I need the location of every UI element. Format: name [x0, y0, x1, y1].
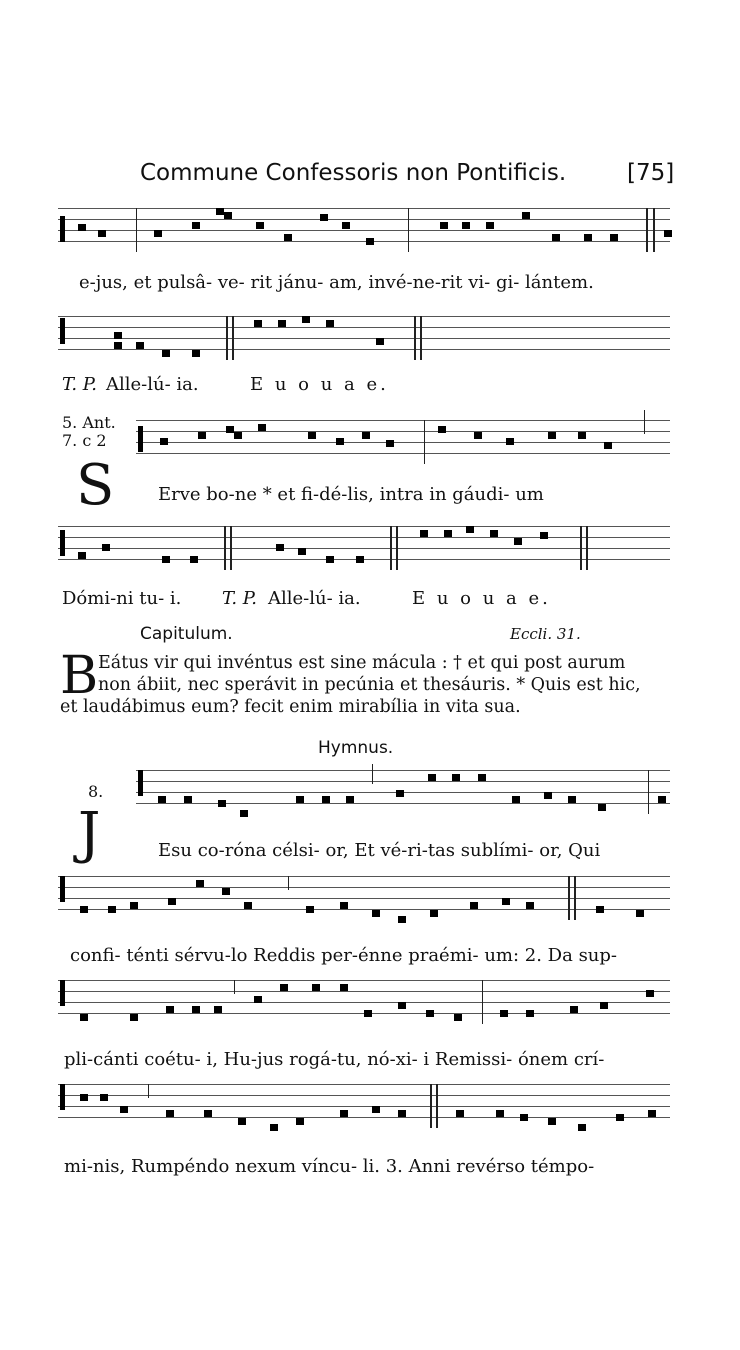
- music-staff: [136, 770, 670, 814]
- hymnus-title: Hymnus.: [318, 738, 394, 758]
- euouae-text: E u o u a e.: [412, 588, 551, 609]
- music-staff: [58, 876, 670, 920]
- capitulum-text: et laudábimus eum? fecit enim mirabília in vita sua.: [60, 697, 521, 717]
- alleluia-text: Alle-lú- ia.: [268, 588, 361, 609]
- capitulum-text: non ábiit, nec sperávit in pecúnia et thesáuris. * Quis est hic,: [98, 675, 641, 695]
- tp-label: T. P.: [62, 374, 97, 395]
- drop-cap-s: S: [76, 453, 115, 518]
- drop-cap-b: B: [60, 646, 99, 706]
- capitulum-reference: Eccli. 31.: [510, 625, 581, 643]
- capitulum-title: Capitulum.: [140, 624, 233, 644]
- lyric-line: confi- ténti sérvu-lo Reddis per-énne praémi- um: 2. Da sup-: [70, 945, 618, 966]
- euouae-text: E u o u a e.: [250, 374, 389, 395]
- alleluia-text: Alle-lú- ia.: [106, 374, 199, 395]
- hymn-number: 8.: [88, 782, 104, 801]
- music-staff: [58, 316, 670, 360]
- page-number: [75]: [627, 160, 675, 186]
- lyric-line: Dómi-ni tu- i.: [62, 588, 182, 609]
- music-staff: [136, 420, 670, 464]
- antiphon-number: 5. Ant.: [62, 413, 116, 432]
- lyric-line: e-jus, et pulsâ- ve- rit jánu- am, invé-ne-rit vi- gi- lántem.: [79, 272, 594, 293]
- music-staff: [58, 980, 670, 1024]
- drop-cap-j: J: [78, 801, 101, 866]
- tp-label: T. P.: [222, 588, 257, 609]
- lyric-line: Erve bo-ne * et fi-dé-lis, intra in gáudi- um: [158, 484, 544, 505]
- music-staff: [58, 526, 670, 570]
- music-staff: [58, 208, 670, 252]
- antiphon-mode: 7. c 2: [62, 431, 107, 450]
- page-title: Commune Confessoris non Pontificis.: [140, 160, 567, 186]
- capitulum-text: Eátus vir qui invéntus est sine mácula : † et qui post aurum: [98, 653, 626, 673]
- lyric-line: Esu co-róna célsi- or, Et vé-ri-tas sublími- or, Qui: [158, 840, 601, 861]
- lyric-line: mi-nis, Rumpéndo nexum víncu- li. 3. Anni revérso témpo-: [64, 1156, 595, 1177]
- music-staff: [58, 1084, 670, 1128]
- lyric-line: pli-cánti coétu- i, Hu-jus rogá-tu, nó-xi- i Remissi- ónem crí-: [64, 1049, 605, 1070]
